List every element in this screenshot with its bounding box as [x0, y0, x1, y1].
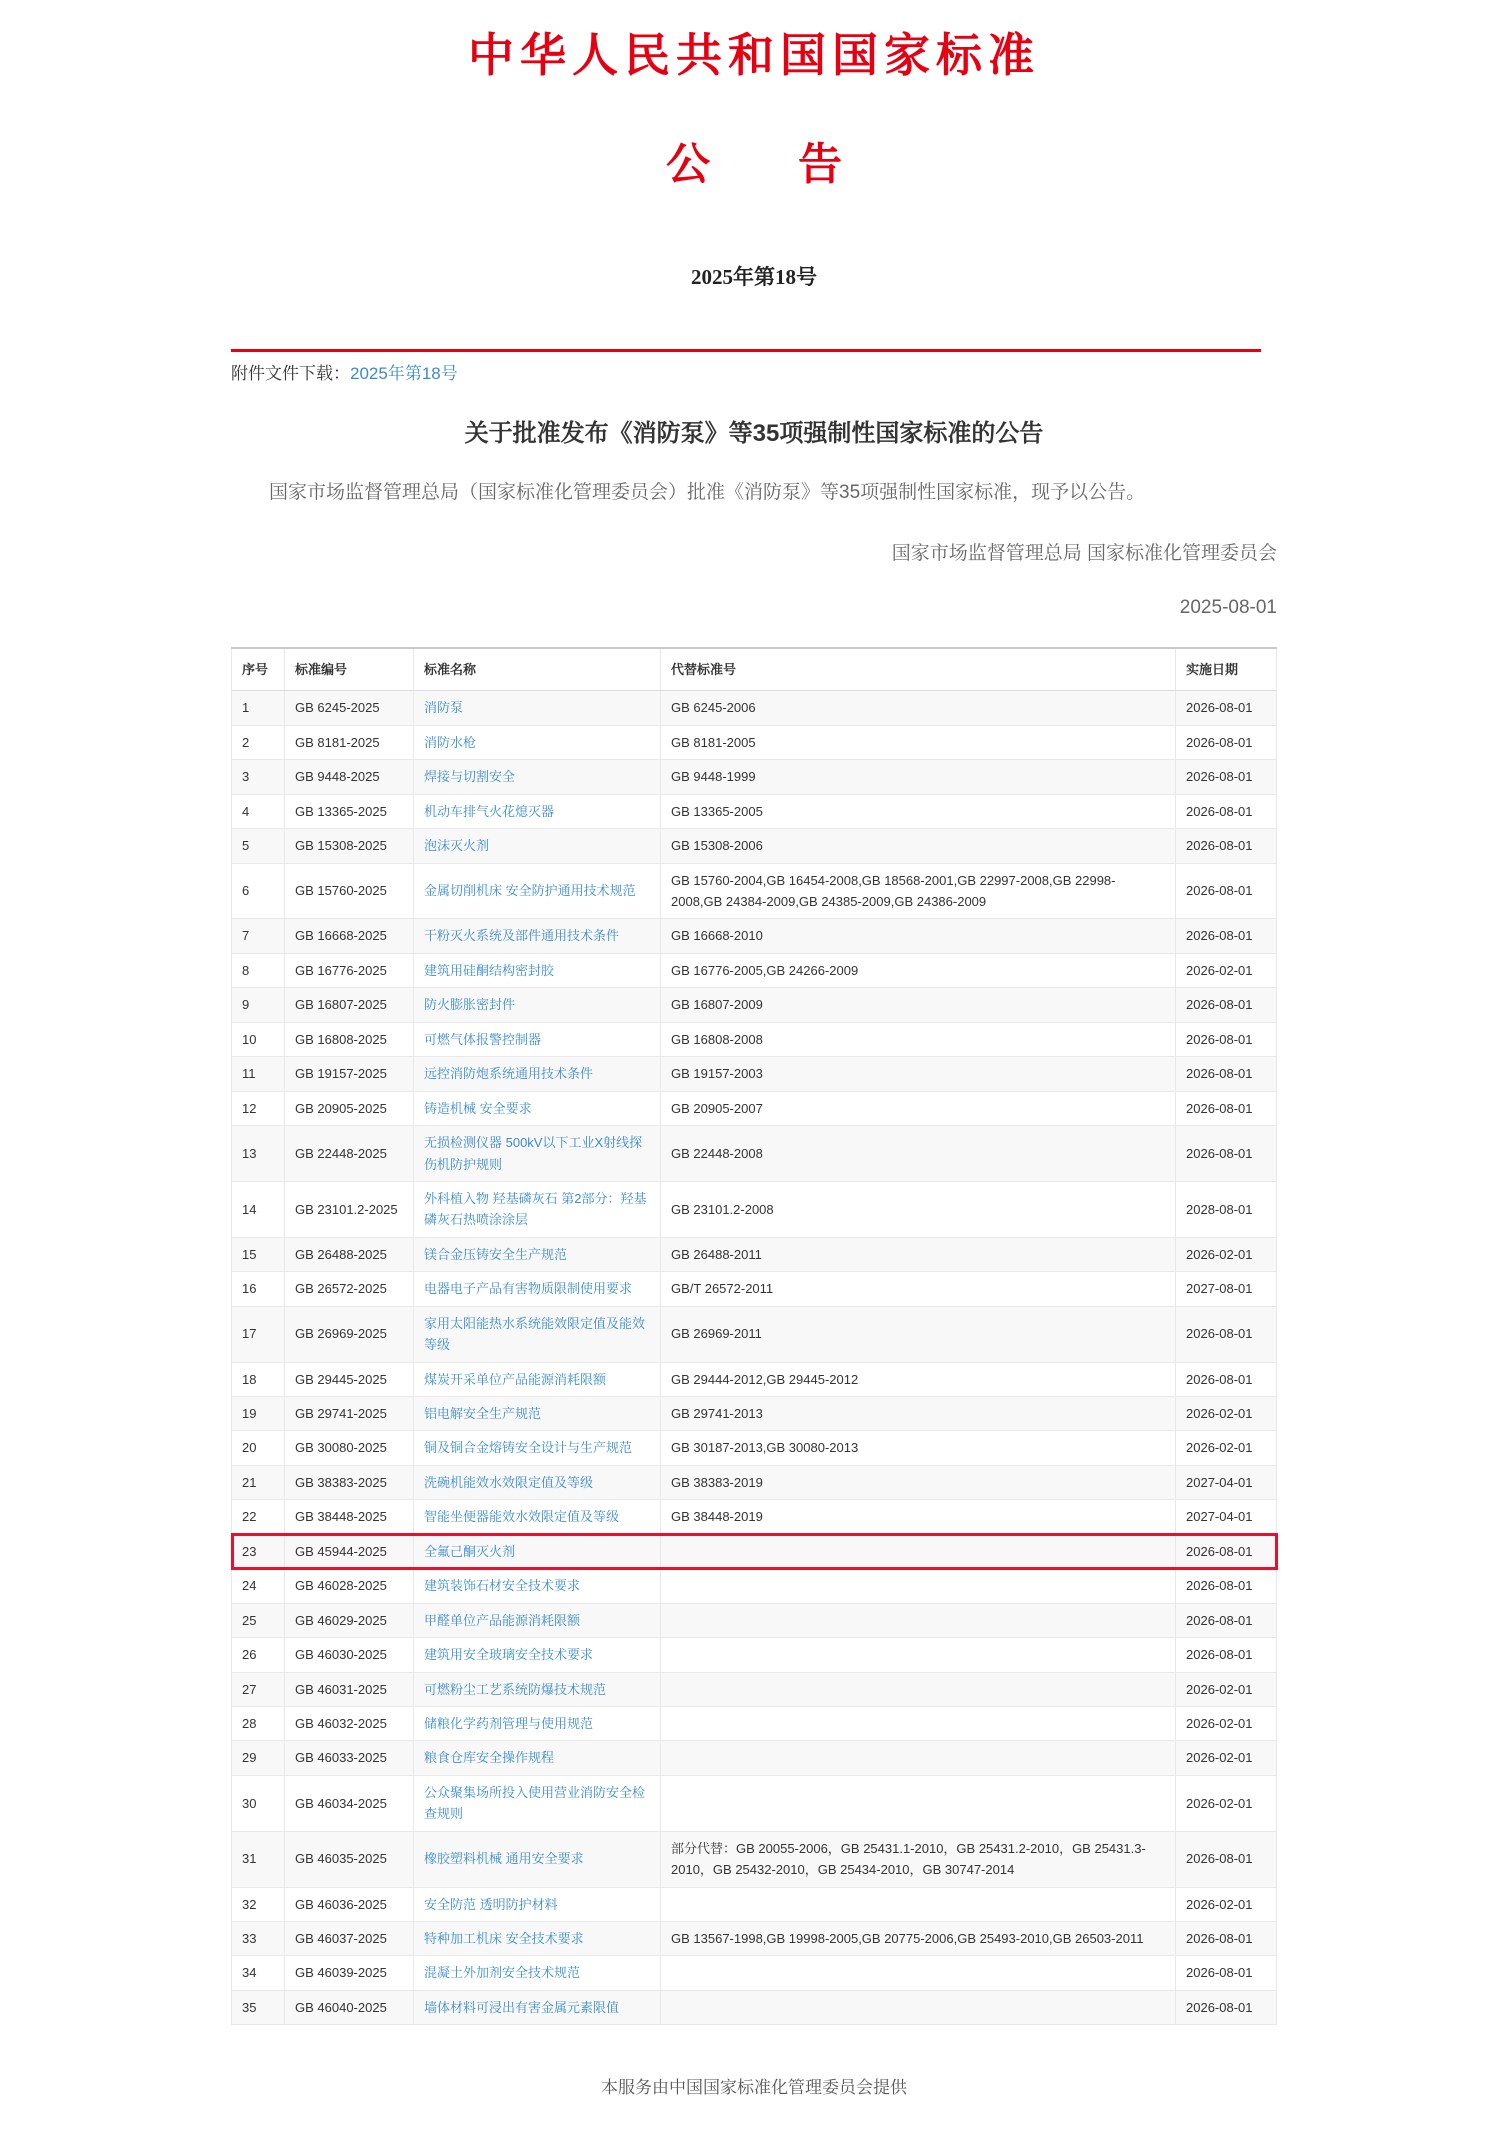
- table-row: [232, 1534, 1277, 1568]
- implementation-date: 2027-04-01: [1176, 1465, 1277, 1499]
- table-row: [232, 1272, 1277, 1306]
- standard-code: GB 16668-2025: [285, 919, 414, 953]
- table-row: [232, 1237, 1277, 1271]
- standard-name-link[interactable]: 泡沫灭火剂: [424, 838, 490, 854]
- table-row: [232, 1887, 1277, 1921]
- standard-name-link[interactable]: 干粉灭火系统及部件通用技术条件: [424, 928, 620, 944]
- col-header-name: 标准名称: [414, 648, 661, 691]
- implementation-date: 2026-02-01: [1176, 1775, 1277, 1831]
- standards-table: [231, 647, 1277, 2025]
- standard-code: GB 26969-2025: [285, 1306, 414, 1362]
- publish-date: 2025-08-01: [1179, 596, 1277, 618]
- replaced-standards: GB 26969-2011: [661, 1306, 1176, 1362]
- row-number: 14: [232, 1181, 285, 1237]
- row-number: 7: [232, 919, 285, 953]
- standard-code: GB 46040-2025: [285, 1990, 414, 2024]
- standard-name-link[interactable]: 焊接与切割安全: [424, 769, 516, 785]
- table-row: [232, 1091, 1277, 1125]
- standard-name-link[interactable]: 甲醛单位产品能源消耗限额: [424, 1612, 581, 1628]
- replaced-standards: [661, 1672, 1176, 1706]
- row-number: 22: [232, 1500, 285, 1534]
- standard-name-link[interactable]: 安全防范 透明防护材料: [424, 1896, 558, 1912]
- replaced-standards: GB 29444-2012,GB 29445-2012: [661, 1362, 1176, 1396]
- standard-name-link[interactable]: 消防水枪: [424, 734, 477, 750]
- table-row: [232, 1057, 1277, 1091]
- col-header-date: 实施日期: [1176, 648, 1277, 691]
- standard-code: GB 16776-2025: [285, 953, 414, 987]
- implementation-date: 2026-08-01: [1176, 794, 1277, 828]
- replaced-standards: GB 30187-2013,GB 30080-2013: [661, 1431, 1176, 1465]
- standard-name-link[interactable]: 全氟己酮灭火剂: [424, 1543, 516, 1559]
- row-number: 18: [232, 1362, 285, 1396]
- standard-name-link[interactable]: 洗碗机能效水效限定值及等级: [424, 1474, 594, 1490]
- replaced-standards: GB 20905-2007: [661, 1091, 1176, 1125]
- standard-code: GB 20905-2025: [285, 1091, 414, 1125]
- standard-code: GB 8181-2025: [285, 725, 414, 759]
- replaced-standards: GB 8181-2005: [661, 725, 1176, 759]
- replaced-standards: [661, 1603, 1176, 1637]
- standard-name-link[interactable]: 铝电解安全生产规范: [424, 1406, 542, 1422]
- implementation-date: 2026-02-01: [1176, 1397, 1277, 1431]
- replaced-standards: 部分代替：GB 20055-2006，GB 25431.1-2010，GB 25431.2-2010，GB 25431.3-2010，GB 25432-2010，GB 25434-2010，GB 30747-2014: [661, 1831, 1176, 1887]
- row-number: 24: [232, 1569, 285, 1603]
- standard-code: GB 46031-2025: [285, 1672, 414, 1706]
- replaced-standards: GB 23101.2-2008: [661, 1181, 1176, 1237]
- row-number: 30: [232, 1775, 285, 1831]
- replaced-standards: [661, 1990, 1176, 2024]
- standard-code: GB 26488-2025: [285, 1237, 414, 1271]
- row-number: 23: [232, 1534, 285, 1568]
- standard-name-link[interactable]: 可燃气体报警控制器: [424, 1031, 542, 1047]
- replaced-standards: [661, 1775, 1176, 1831]
- standard-name-link[interactable]: 煤炭开采单位产品能源消耗限额: [424, 1371, 607, 1387]
- row-number: 33: [232, 1922, 285, 1956]
- implementation-date: 2026-08-01: [1176, 1990, 1277, 2024]
- implementation-date: 2026-08-01: [1176, 1126, 1277, 1182]
- standard-code: GB 46036-2025: [285, 1887, 414, 1921]
- replaced-standards: [661, 1887, 1176, 1921]
- implementation-date: 2026-08-01: [1176, 1534, 1277, 1568]
- table-row: [232, 1922, 1277, 1956]
- row-number: 15: [232, 1237, 285, 1271]
- standard-code: GB 46039-2025: [285, 1956, 414, 1990]
- replaced-standards: GB 19157-2003: [661, 1057, 1176, 1091]
- standard-code: GB 46030-2025: [285, 1638, 414, 1672]
- row-number: 11: [232, 1057, 285, 1091]
- standard-name-link[interactable]: 无损检测仪器 500kV以下工业X射线探伤机防护规则: [424, 1135, 643, 1172]
- replaced-standards: GB 29741-2013: [661, 1397, 1176, 1431]
- row-number: 21: [232, 1465, 285, 1499]
- standard-code: GB 9448-2025: [285, 760, 414, 794]
- row-number: 35: [232, 1990, 285, 2024]
- table-row: [232, 1638, 1277, 1672]
- table-row: [232, 829, 1277, 863]
- replaced-standards: GB 6245-2006: [661, 691, 1176, 725]
- replaced-standards: GB 9448-1999: [661, 760, 1176, 794]
- replaced-standards: GB 16808-2008: [661, 1022, 1176, 1056]
- replaced-standards: [661, 1638, 1176, 1672]
- standard-name-link[interactable]: 防火膨胀密封件: [424, 997, 516, 1013]
- row-number: 6: [232, 863, 285, 919]
- document-header: [231, 30, 1277, 291]
- row-number: 3: [232, 760, 285, 794]
- standard-code: GB 46035-2025: [285, 1831, 414, 1887]
- row-number: 16: [232, 1272, 285, 1306]
- table-row: [232, 919, 1277, 953]
- implementation-date: 2026-08-01: [1176, 1638, 1277, 1672]
- standard-code: GB 6245-2025: [285, 691, 414, 725]
- table-row: [232, 1431, 1277, 1465]
- replaced-standards: GB 26488-2011: [661, 1237, 1176, 1271]
- table-row: [232, 1741, 1277, 1775]
- table-row: [232, 1706, 1277, 1740]
- implementation-date: 2027-04-01: [1176, 1500, 1277, 1534]
- standard-code: GB 15308-2025: [285, 829, 414, 863]
- implementation-date: 2026-08-01: [1176, 1362, 1277, 1396]
- standard-code: GB 38383-2025: [285, 1465, 414, 1499]
- row-number: 19: [232, 1397, 285, 1431]
- table-header-row: [232, 648, 1277, 691]
- standard-code: GB 46028-2025: [285, 1569, 414, 1603]
- footer-note: 本服务由中国国家标准化管理委员会提供: [601, 2078, 907, 2098]
- standard-name-link[interactable]: 外科植入物 羟基磷灰石 第2部分：羟基磷灰石热喷涂涂层: [424, 1190, 647, 1228]
- replaced-standards: GB/T 26572-2011: [661, 1272, 1176, 1306]
- standard-code: GB 30080-2025: [285, 1431, 414, 1465]
- standard-name-link[interactable]: 智能坐便器能效水效限定值及等级: [424, 1509, 620, 1525]
- table-row: [232, 1775, 1277, 1831]
- standard-code: GB 46037-2025: [285, 1922, 414, 1956]
- implementation-date: 2026-08-01: [1176, 1922, 1277, 1956]
- implementation-date: 2026-08-01: [1176, 919, 1277, 953]
- table-row: [232, 1831, 1277, 1887]
- article-title: 关于批准发布《消防泵》等35项强制性国家标准的公告: [464, 420, 1044, 448]
- row-number: 9: [232, 988, 285, 1022]
- attachment-row: [231, 359, 1277, 384]
- col-header-code: 标准编号: [285, 648, 414, 691]
- replaced-standards: GB 16776-2005,GB 24266-2009: [661, 953, 1176, 987]
- table-row: [232, 1306, 1277, 1362]
- standard-code: GB 23101.2-2025: [285, 1181, 414, 1237]
- row-number: 13: [232, 1126, 285, 1182]
- row-number: 10: [232, 1022, 285, 1056]
- standard-code: GB 45944-2025: [285, 1534, 414, 1568]
- replaced-standards: [661, 1741, 1176, 1775]
- implementation-date: 2026-08-01: [1176, 1091, 1277, 1125]
- implementation-date: 2026-08-01: [1176, 691, 1277, 725]
- standard-code: GB 22448-2025: [285, 1126, 414, 1182]
- replaced-standards: GB 13365-2005: [661, 794, 1176, 828]
- table-row: [232, 760, 1277, 794]
- issue-number: 2025年第18号: [691, 265, 817, 290]
- row-number: 1: [232, 691, 285, 725]
- row-number: 26: [232, 1638, 285, 1672]
- standard-name-link[interactable]: 机动车排气火花熄灭器: [424, 803, 555, 819]
- table-row: [232, 1397, 1277, 1431]
- standard-code: GB 38448-2025: [285, 1500, 414, 1534]
- table-row: [232, 1362, 1277, 1396]
- standard-name-link[interactable]: 储粮化学药剂管理与使用规范: [424, 1715, 594, 1731]
- article-body: 国家市场监督管理总局（国家标准化管理委员会）批准《消防泵》等35项强制性国家标准，现予以公告。: [269, 482, 1146, 504]
- implementation-date: 2026-08-01: [1176, 1603, 1277, 1637]
- row-number: 34: [232, 1956, 285, 1990]
- replaced-standards: GB 15760-2004,GB 16454-2008,GB 18568-2001,GB 22997-2008,GB 22998-2008,GB 24384-2009,GB 24385-2009,GB 24386-2009: [661, 863, 1176, 919]
- implementation-date: 2026-02-01: [1176, 953, 1277, 987]
- standard-name-link[interactable]: 镁合金压铸安全生产规范: [424, 1246, 568, 1262]
- table-row: [232, 725, 1277, 759]
- implementation-date: 2028-08-01: [1176, 1181, 1277, 1237]
- standard-name-link[interactable]: 特种加工机床 安全技术要求: [424, 1931, 584, 1947]
- table-row: [232, 1181, 1277, 1237]
- row-number: 25: [232, 1603, 285, 1637]
- implementation-date: 2026-08-01: [1176, 863, 1277, 919]
- implementation-date: 2026-08-01: [1176, 1057, 1277, 1091]
- red-divider: [231, 349, 1261, 352]
- standard-name-link[interactable]: 金属切削机床 安全防护通用技术规范: [424, 883, 636, 899]
- table-row: [232, 1022, 1277, 1056]
- col-header-replaces: 代替标准号: [661, 648, 1176, 691]
- standard-name-link[interactable]: 公众聚集场所投入使用营业消防安全检查规则: [424, 1784, 646, 1822]
- replaced-standards: GB 22448-2008: [661, 1126, 1176, 1182]
- standard-name-link[interactable]: 家用太阳能热水系统能效限定值及能效等级: [424, 1315, 646, 1353]
- replaced-standards: GB 38448-2019: [661, 1500, 1176, 1534]
- standard-name-link[interactable]: 铜及铜合金熔铸安全设计与生产规范: [424, 1440, 633, 1456]
- table-row: [232, 1126, 1277, 1182]
- table-row: [232, 863, 1277, 919]
- attachment-link[interactable]: 2025年第18号: [350, 364, 458, 384]
- implementation-date: 2026-02-01: [1176, 1431, 1277, 1465]
- standard-code: GB 13365-2025: [285, 794, 414, 828]
- standard-name-link[interactable]: 消防泵: [424, 700, 464, 716]
- row-number: 28: [232, 1706, 285, 1740]
- replaced-standards: [661, 1534, 1176, 1568]
- implementation-date: 2026-02-01: [1176, 1887, 1277, 1921]
- implementation-date: 2027-08-01: [1176, 1272, 1277, 1306]
- standard-name-link[interactable]: 铸造机械 安全要求: [424, 1100, 532, 1116]
- page-title: 中华人民共和国国家标准: [468, 30, 1040, 81]
- page-container: [231, 0, 1277, 2098]
- announcement-title: 公 告: [666, 139, 842, 189]
- standard-code: GB 16807-2025: [285, 988, 414, 1022]
- standard-code: GB 16808-2025: [285, 1022, 414, 1056]
- row-number: 4: [232, 794, 285, 828]
- table-row: [232, 1672, 1277, 1706]
- row-number: 32: [232, 1887, 285, 1921]
- standard-name-link[interactable]: 建筑用硅酮结构密封胶: [424, 962, 555, 978]
- implementation-date: 2026-02-01: [1176, 1741, 1277, 1775]
- standard-code: GB 46034-2025: [285, 1775, 414, 1831]
- standard-name-link[interactable]: 可燃粉尘工艺系统防爆技术规范: [424, 1681, 607, 1697]
- implementation-date: 2026-08-01: [1176, 1022, 1277, 1056]
- standard-name-link[interactable]: 建筑用安全玻璃安全技术要求: [424, 1647, 594, 1663]
- standard-code: GB 15760-2025: [285, 863, 414, 919]
- table-row: [232, 1603, 1277, 1637]
- standard-name-link[interactable]: 粮食仓库安全操作规程: [424, 1750, 555, 1766]
- replaced-standards: [661, 1569, 1176, 1603]
- implementation-date: 2026-08-01: [1176, 829, 1277, 863]
- replaced-standards: GB 13567-1998,GB 19998-2005,GB 20775-2006,GB 25493-2010,GB 26503-2011: [661, 1922, 1176, 1956]
- standard-code: GB 46029-2025: [285, 1603, 414, 1637]
- table-row: [232, 1956, 1277, 1990]
- standard-code: GB 46032-2025: [285, 1706, 414, 1740]
- row-number: 27: [232, 1672, 285, 1706]
- row-number: 20: [232, 1431, 285, 1465]
- implementation-date: 2026-08-01: [1176, 1956, 1277, 1990]
- implementation-date: 2026-02-01: [1176, 1672, 1277, 1706]
- row-number: 17: [232, 1306, 285, 1362]
- table-row: [232, 691, 1277, 725]
- signature-line: 国家市场监督管理总局 国家标准化管理委员会: [891, 542, 1277, 564]
- replaced-standards: GB 15308-2006: [661, 829, 1176, 863]
- implementation-date: 2026-08-01: [1176, 760, 1277, 794]
- implementation-date: 2026-08-01: [1176, 1306, 1277, 1362]
- table-row: [232, 1569, 1277, 1603]
- replaced-standards: GB 38383-2019: [661, 1465, 1176, 1499]
- row-number: 12: [232, 1091, 285, 1125]
- implementation-date: 2026-08-01: [1176, 988, 1277, 1022]
- row-number: 29: [232, 1741, 285, 1775]
- row-number: 5: [232, 829, 285, 863]
- row-number: 2: [232, 725, 285, 759]
- standard-name-link[interactable]: 混凝土外加剂安全技术规范: [424, 1965, 581, 1981]
- standard-name-link[interactable]: 电器电子产品有害物质限制使用要求: [424, 1281, 633, 1297]
- standard-code: GB 29741-2025: [285, 1397, 414, 1431]
- attachment-label: 附件文件下载：: [231, 364, 350, 384]
- table-row: [232, 794, 1277, 828]
- table-row: [232, 1465, 1277, 1499]
- standard-name-link[interactable]: 远控消防炮系统通用技术条件: [424, 1066, 594, 1082]
- table-row: [232, 988, 1277, 1022]
- implementation-date: 2026-08-01: [1176, 725, 1277, 759]
- table-row: [232, 1500, 1277, 1534]
- standard-name-link[interactable]: 橡胶塑料机械 通用安全要求: [424, 1851, 584, 1867]
- row-number: 8: [232, 953, 285, 987]
- standard-code: GB 46033-2025: [285, 1741, 414, 1775]
- standard-code: GB 19157-2025: [285, 1057, 414, 1091]
- replaced-standards: GB 16668-2010: [661, 919, 1176, 953]
- standard-name-link[interactable]: 建筑装饰石材安全技术要求: [424, 1578, 581, 1594]
- implementation-date: 2026-02-01: [1176, 1237, 1277, 1271]
- standard-code: GB 29445-2025: [285, 1362, 414, 1396]
- replaced-standards: [661, 1956, 1176, 1990]
- standard-code: GB 26572-2025: [285, 1272, 414, 1306]
- implementation-date: 2026-02-01: [1176, 1706, 1277, 1740]
- row-number: 31: [232, 1831, 285, 1887]
- col-header-seq: 序号: [232, 648, 285, 691]
- table-row: [232, 953, 1277, 987]
- standard-name-link[interactable]: 墙体材料可浸出有害金属元素限值: [424, 1999, 620, 2015]
- replaced-standards: GB 16807-2009: [661, 988, 1176, 1022]
- replaced-standards: [661, 1706, 1176, 1740]
- implementation-date: 2026-08-01: [1176, 1831, 1277, 1887]
- table-row: [232, 1990, 1277, 2024]
- implementation-date: 2026-08-01: [1176, 1569, 1277, 1603]
